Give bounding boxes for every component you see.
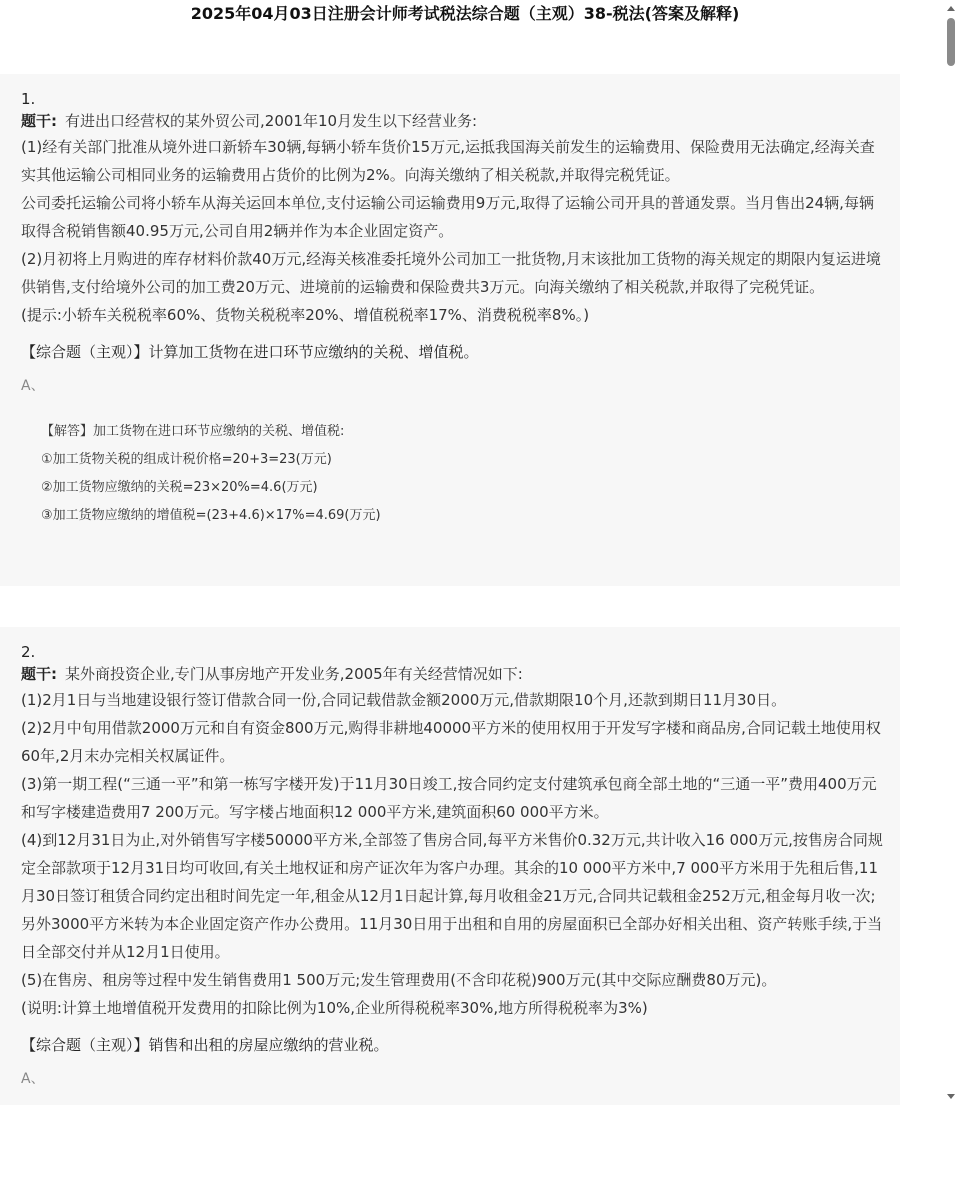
stem-label: 题干: bbox=[21, 112, 57, 130]
question-number: 1. bbox=[21, 90, 36, 108]
page-title: 2025年04月03日注册会计师考试税法综合题（主观）38-税法(答案及解释) bbox=[190, 4, 740, 23]
stem-intro: 某外商投资企业,专门从事房地产开发业务,2005年有关经营情况如下: bbox=[65, 665, 523, 683]
answer-line: ③加工货物应缴纳的增值税=(23+4.6)×17%=4.69(万元) bbox=[41, 508, 381, 523]
question-card bbox=[0, 74, 900, 586]
answer-line: 【解答】加工货物在进口环节应缴纳的关税、增值税: bbox=[41, 424, 345, 439]
answer-option[interactable]: A、 bbox=[21, 1071, 45, 1087]
stem-paragraph: (提示:小轿车关税税率60%、货物关税税率20%、增值税税率17%、消费税税率8%。) bbox=[21, 306, 590, 324]
question-card bbox=[0, 627, 900, 1105]
scroll-up-arrow-icon[interactable] bbox=[947, 6, 955, 11]
stem-paragraph: (1)2月1日与当地建设银行签订借款合同一份,合同记载借款金额2000万元,借款期限10个月,还款到期日11月30日。 bbox=[21, 691, 787, 709]
stem-label: 题干: bbox=[21, 665, 57, 683]
stem-paragraph: (2)2月中旬用借款2000万元和自有资金800万元,购得非耕地40000平方米的使用权用于开发写字楼和商品房,合同记载土地使用权60年,2月末办完相关权属证件。 bbox=[21, 719, 881, 765]
stem-paragraph: (1)经有关部门批准从境外进口新轿车30辆,每辆小轿车货价15万元,运抵我国海关前发生的运输费用、保险费用无法确定,经海关查实其他运输公司相同业务的运输费用占货价的比例为2%。向海关缴纳了相关税款,并取得完税凭证。 bbox=[21, 138, 875, 184]
answer-explanation bbox=[21, 418, 886, 530]
stem-paragraph: 公司委托运输公司将小轿车从海关运回本单位,支付运输公司运输费用9万元,取得了运输公司开具的普通发票。当月售出24辆,每辆取得含税销售额40.95万元,公司自用2辆并作为本企业固定资产。 bbox=[21, 194, 874, 240]
stem-paragraph: (5)在售房、租房等过程中发生销售费用1 500万元;发生管理费用(不含印花税)900万元(其中交际应酬费80万元)。 bbox=[21, 971, 777, 989]
question-stem bbox=[21, 110, 886, 132]
question-number: 2. bbox=[21, 643, 36, 661]
stem-intro: 有进出口经营权的某外贸公司,2001年10月发生以下经营业务: bbox=[65, 112, 478, 130]
sub-question: 【综合题（主观）】计算加工货物在进口环节应缴纳的关税、增值税。 bbox=[21, 343, 479, 361]
stem-paragraph: (4)到12月31日为止,对外销售写字楼50000平方米,全部签了售房合同,每平方米售价0.32万元,共计收入16 000万元,按售房合同规定全部款项于12月31日均可收回,有关土地权证和房产证次年为客户办理。其余的10 000平方米中,7 000平方米用于先租后售,11月30日签订租赁合同约定出租时间先定一年,租金从12月1日起计算,每月收租金21万元,合同共记载租金252万元,租金每月收一次;另外3000平方米转为本企业固定资产作办公费用。11月30日用于出租和自用的房屋面积已全部办好相关出租、资产转账手续,于当日全部交付并从12月1日使用。 bbox=[21, 831, 883, 961]
answer-line: ②加工货物应缴纳的关税=23×20%=4.6(万元) bbox=[41, 480, 318, 495]
stem-paragraph: (说明:计算土地增值税开发费用的扣除比例为10%,企业所得税税率30%,地方所得税税率为3%) bbox=[21, 999, 648, 1017]
stem-paragraph: (3)第一期工程(“三通一平”和第一栋写字楼开发)于11月30日竣工,按合同约定支付建筑承包商全部土地的“三通一平”费用400万元和写字楼建造费用7 200万元。写字楼占地面积12 000平方米,建筑面积60 000平方米。 bbox=[21, 775, 877, 821]
scrollbar-thumb[interactable] bbox=[947, 18, 955, 66]
vertical-scrollbar[interactable] bbox=[943, 0, 960, 1105]
question-stem bbox=[21, 663, 886, 685]
scroll-down-arrow-icon[interactable] bbox=[947, 1094, 955, 1099]
answer-line: ①加工货物关税的组成计税价格=20+3=23(万元) bbox=[41, 452, 332, 467]
answer-option[interactable]: A、 bbox=[21, 378, 45, 394]
sub-question: 【综合题（主观）】销售和出租的房屋应缴纳的营业税。 bbox=[21, 1036, 389, 1054]
stem-paragraph: (2)月初将上月购进的库存材料价款40万元,经海关核准委托境外公司加工一批货物,月末该批加工货物的海关规定的期限内复运进境供销售,支付给境外公司的加工费20万元、进境前的运输费和保险费共3万元。向海关缴纳了相关税款,并取得了完税凭证。 bbox=[21, 250, 881, 296]
